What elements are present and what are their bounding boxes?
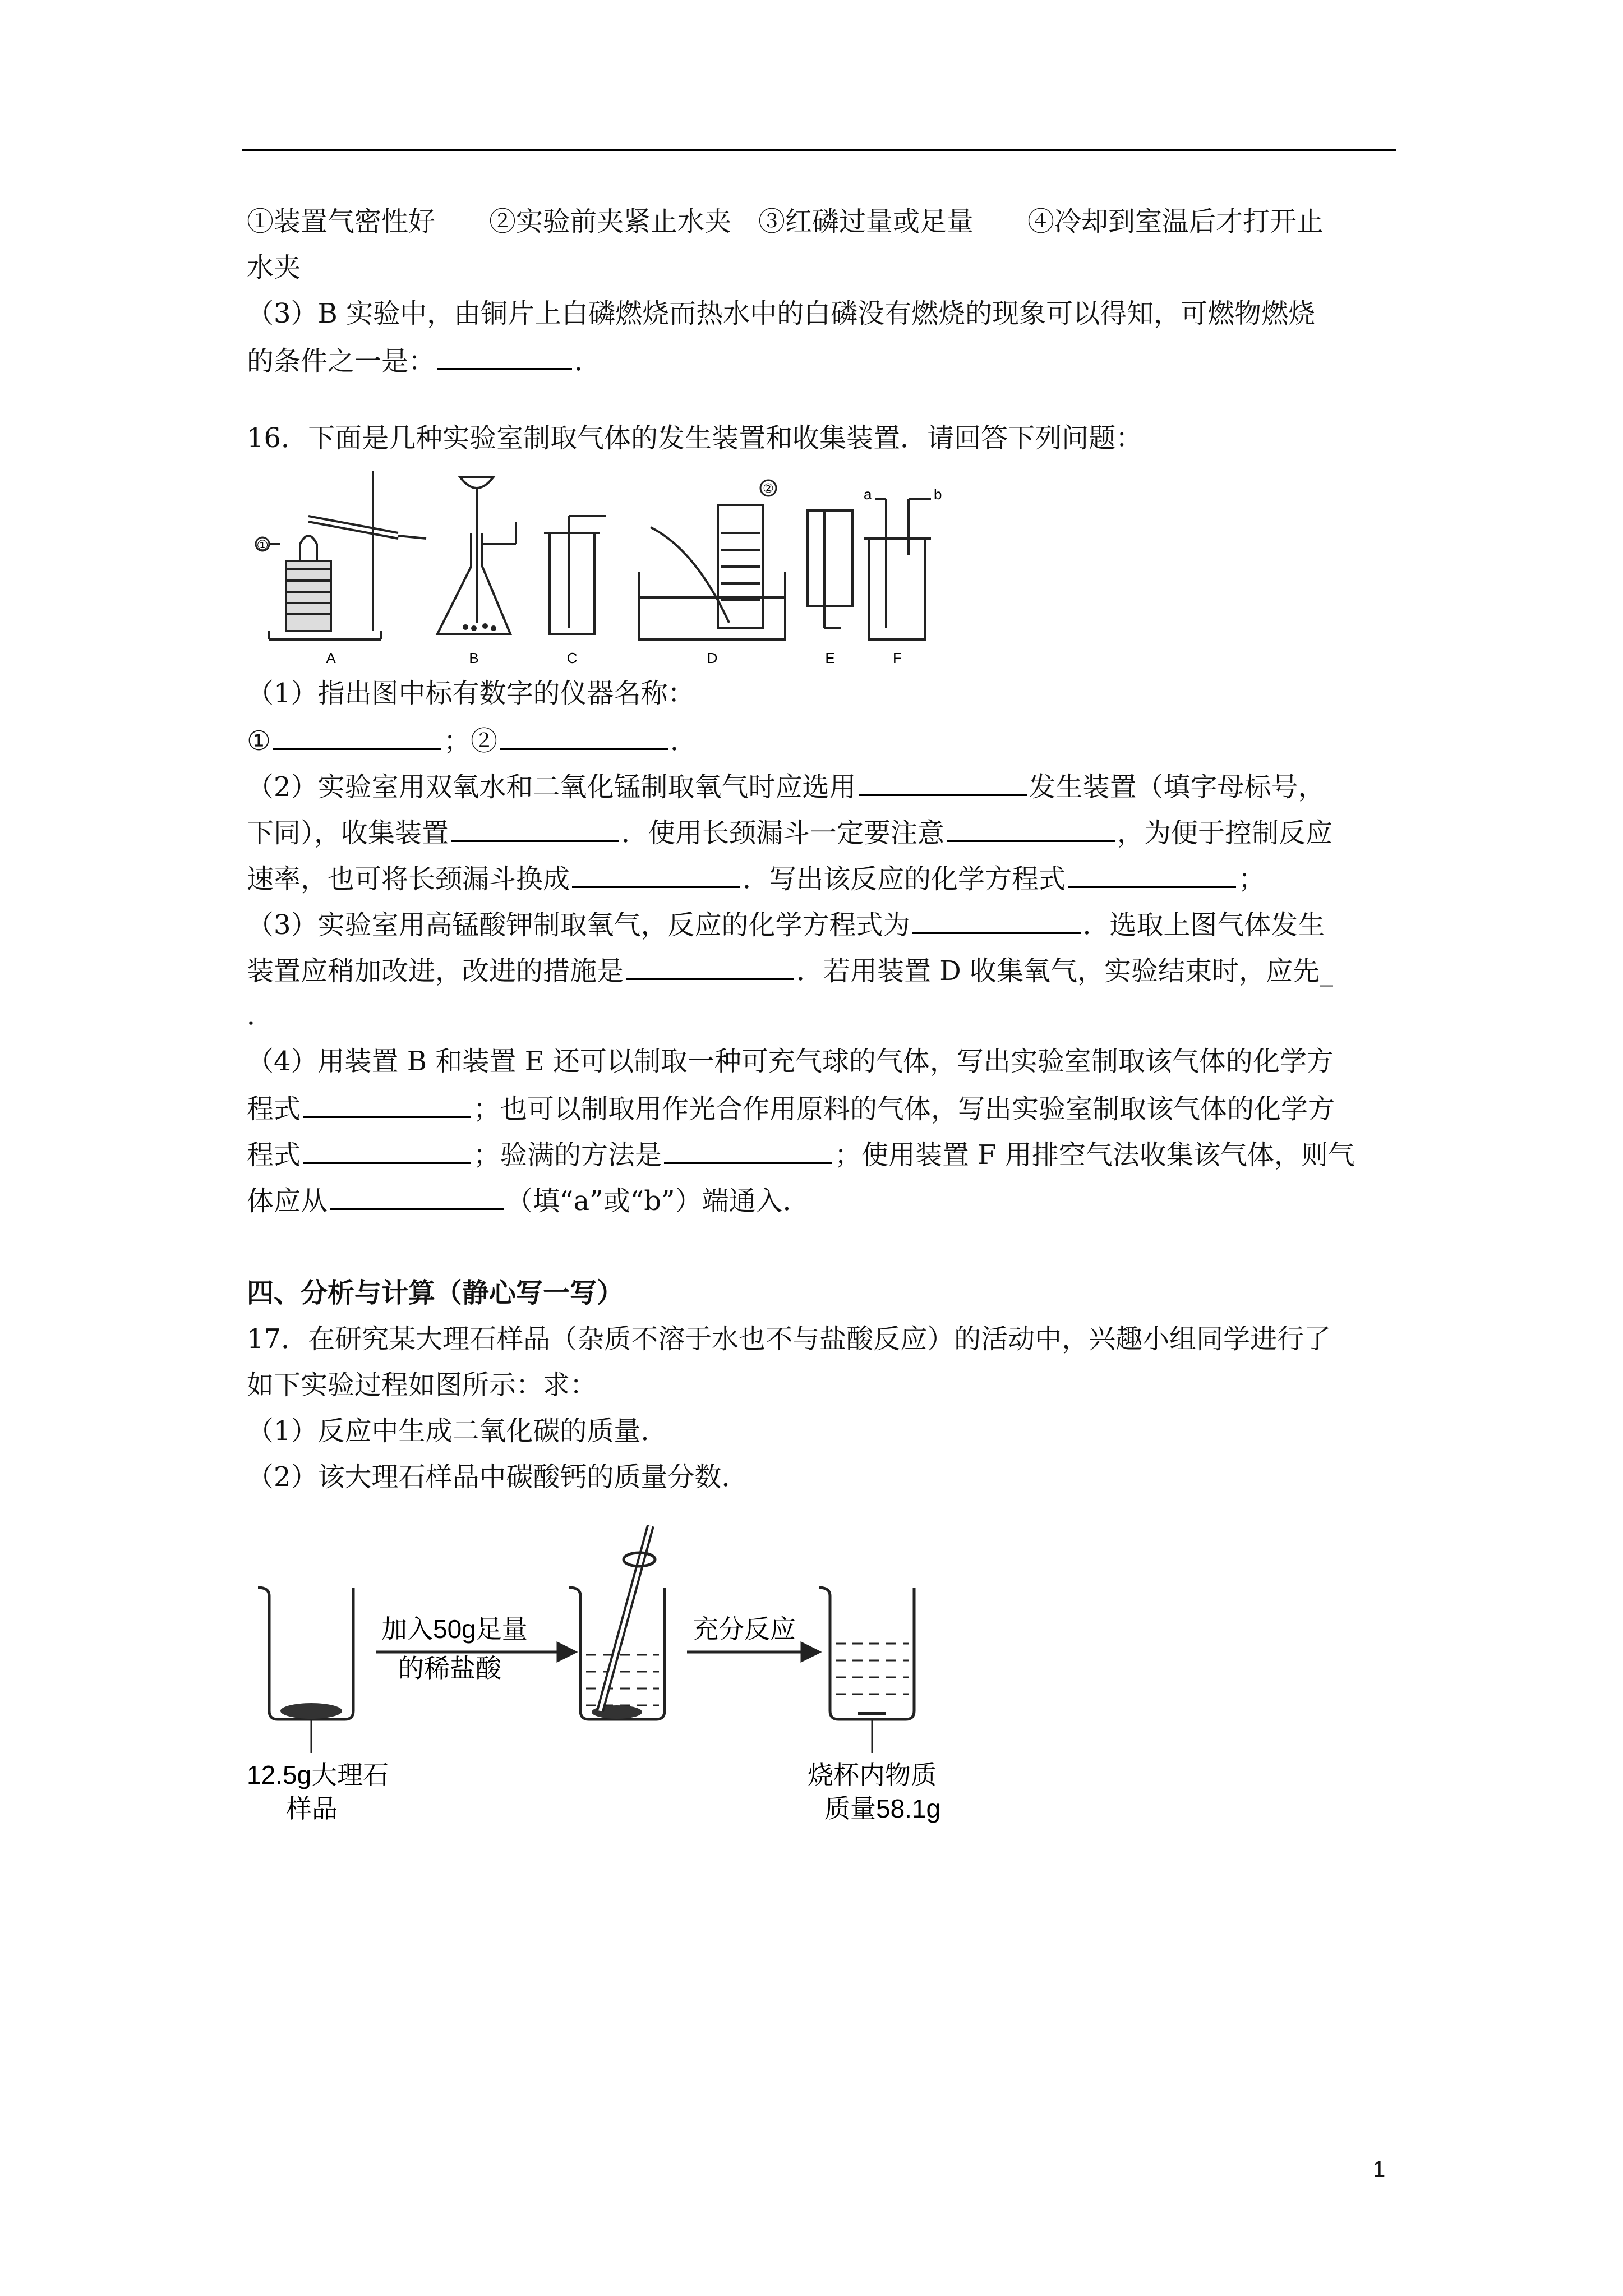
text-span: ； xyxy=(1238,863,1266,895)
text-span: ． xyxy=(574,346,602,377)
section-4 xyxy=(247,1270,1402,1500)
label-e: E xyxy=(825,650,835,666)
label-a: A xyxy=(326,650,336,666)
text-line: ①装置气密性好 ②实验前夹紧止水夹 ③红磷过量或足量 ④冷却到室温后才打开止 xyxy=(247,206,1324,237)
label-b: B xyxy=(469,650,479,666)
text-span: ．若用装置 D 收集氧气，实验结束时，应先_ xyxy=(796,955,1334,987)
answer-blank[interactable] xyxy=(451,808,619,842)
text-span: 程式 xyxy=(247,1139,301,1171)
apparatus-e xyxy=(808,510,852,628)
text-line xyxy=(247,337,1402,383)
text-line xyxy=(247,946,1402,992)
text-span: ．写出该反应的化学方程式 xyxy=(743,863,1066,895)
text-span: （3）实验室用高锰酸钾制取氧气，反应的化学方程式为 xyxy=(247,909,910,941)
apparatus-figure xyxy=(247,460,953,668)
question-16-parts xyxy=(247,670,1402,1222)
text-line xyxy=(247,716,1402,762)
text-line: 水夹 xyxy=(247,252,301,283)
page-number: 1 xyxy=(1373,2157,1386,2182)
text-line: （1）指出图中标有数字的仪器名称： xyxy=(247,678,695,709)
arrow2-label: 充分反应 xyxy=(693,1614,796,1644)
apparatus-a xyxy=(256,471,426,639)
text-span: ；使用装置 F 用排空气法收集该气体，则气 xyxy=(834,1139,1355,1171)
text-span: 的条件之一是： xyxy=(247,346,436,377)
text-line xyxy=(247,1130,1402,1176)
text-span: 体应从 xyxy=(247,1185,328,1217)
beaker-1 xyxy=(258,1588,353,1719)
text-line: 如下实验过程如图所示：求： xyxy=(247,1369,597,1401)
text-span: 下同），收集装置 xyxy=(247,817,449,849)
answer-blank[interactable] xyxy=(664,1130,832,1164)
question-15-tail xyxy=(247,199,1402,383)
text-span: 速率，也可将长颈漏斗换成 xyxy=(247,863,570,895)
text-line xyxy=(247,854,1402,900)
text-line xyxy=(247,762,1402,808)
answer-blank[interactable] xyxy=(859,762,1027,796)
marker-1: ① xyxy=(256,538,269,553)
sample-label-line2: 样品 xyxy=(286,1794,338,1823)
text-span: ． xyxy=(670,725,698,757)
answer-blank[interactable] xyxy=(303,1084,471,1118)
apparatus-f xyxy=(864,499,931,639)
apparatus-svg xyxy=(247,460,953,668)
text-line xyxy=(247,808,1402,854)
text-line: 17．在研究某大理石样品（杂质不溶于水也不与盐酸反应）的活动中，兴趣小组同学进行了 xyxy=(247,1323,1331,1355)
sample-label-line1: 12.5g大理石 xyxy=(247,1760,389,1789)
text-span: 装置应稍加改进，改进的措施是 xyxy=(247,955,624,987)
result-label-line2: 质量58.1g xyxy=(824,1794,941,1823)
question-16-intro xyxy=(247,415,1402,461)
answer-blank[interactable] xyxy=(273,716,441,750)
beaker-2 xyxy=(569,1526,665,1719)
text-span: ；也可以制取用作光合作用原料的气体，写出实验室制取该气体的化学方 xyxy=(473,1093,1335,1125)
text-span: ．选取上图气体发生 xyxy=(1082,909,1325,941)
apparatus-c xyxy=(544,516,606,634)
marker-2: ② xyxy=(763,481,774,495)
answer-blank[interactable] xyxy=(572,854,740,888)
apparatus-d xyxy=(639,480,785,639)
text-line: （4）用装置 B 和装置 E 还可以制取一种可充气球的气体，写出实验室制取该气体的化学方 xyxy=(247,1046,1334,1077)
text-line xyxy=(247,1084,1402,1130)
text-line xyxy=(247,1176,1402,1222)
text-span: ．使用长颈漏斗一定要注意 xyxy=(621,817,945,849)
answer-blank[interactable] xyxy=(912,900,1081,934)
text-span: ① xyxy=(247,725,271,757)
answer-blank[interactable] xyxy=(626,946,794,980)
text-span: （2）实验室用双氧水和二氧化锰制取氧气时应选用 xyxy=(247,771,856,803)
arrow1-label-line1: 加入50g足量 xyxy=(381,1614,528,1644)
label-d: D xyxy=(707,650,718,666)
label-c: C xyxy=(566,650,578,666)
answer-blank[interactable] xyxy=(303,1130,471,1164)
result-label-line1: 烧杯内物质 xyxy=(808,1760,937,1789)
arrow1-label-line2: 的稀盐酸 xyxy=(398,1654,501,1683)
text-span: （填“a”或“b”）端通入． xyxy=(506,1185,810,1217)
text-line: （2）该大理石样品中碳酸钙的质量分数． xyxy=(247,1461,749,1493)
text-span: 程式 xyxy=(247,1093,301,1125)
text-span: ，为便于控制反应 xyxy=(1117,817,1333,849)
text-span: 发生装置（填字母标号， xyxy=(1029,771,1325,803)
answer-blank[interactable] xyxy=(330,1176,504,1210)
answer-blank[interactable] xyxy=(947,808,1115,842)
beaker-3 xyxy=(819,1588,914,1753)
answer-blank[interactable] xyxy=(500,716,668,750)
label-f: F xyxy=(893,650,902,666)
tube-label-b: b xyxy=(934,486,942,503)
header-rule xyxy=(242,149,1396,151)
text-line: （1）反应中生成二氧化碳的质量． xyxy=(247,1415,668,1447)
text-line xyxy=(247,900,1402,946)
apparatus-b xyxy=(437,477,516,634)
answer-blank[interactable] xyxy=(437,337,572,370)
text-span: ；② xyxy=(444,725,498,757)
question-16-title: 16．下面是几种实验室制取气体的发生装置和收集装置．请回答下列问题： xyxy=(247,422,1143,454)
experiment-figure xyxy=(247,1515,976,1829)
text-line: （3）B 实验中，由铜片上白磷燃烧而热水中的白磷没有燃烧的现象可以得知，可燃物燃烧 xyxy=(247,298,1316,329)
section-heading: 四、分析与计算（静心写一写） xyxy=(247,1277,624,1309)
text-span: ；验满的方法是 xyxy=(473,1139,662,1171)
experiment-svg xyxy=(247,1515,976,1829)
tube-label-a: a xyxy=(864,486,872,503)
text-line: ． xyxy=(247,1000,274,1031)
answer-blank[interactable] xyxy=(1068,854,1236,888)
